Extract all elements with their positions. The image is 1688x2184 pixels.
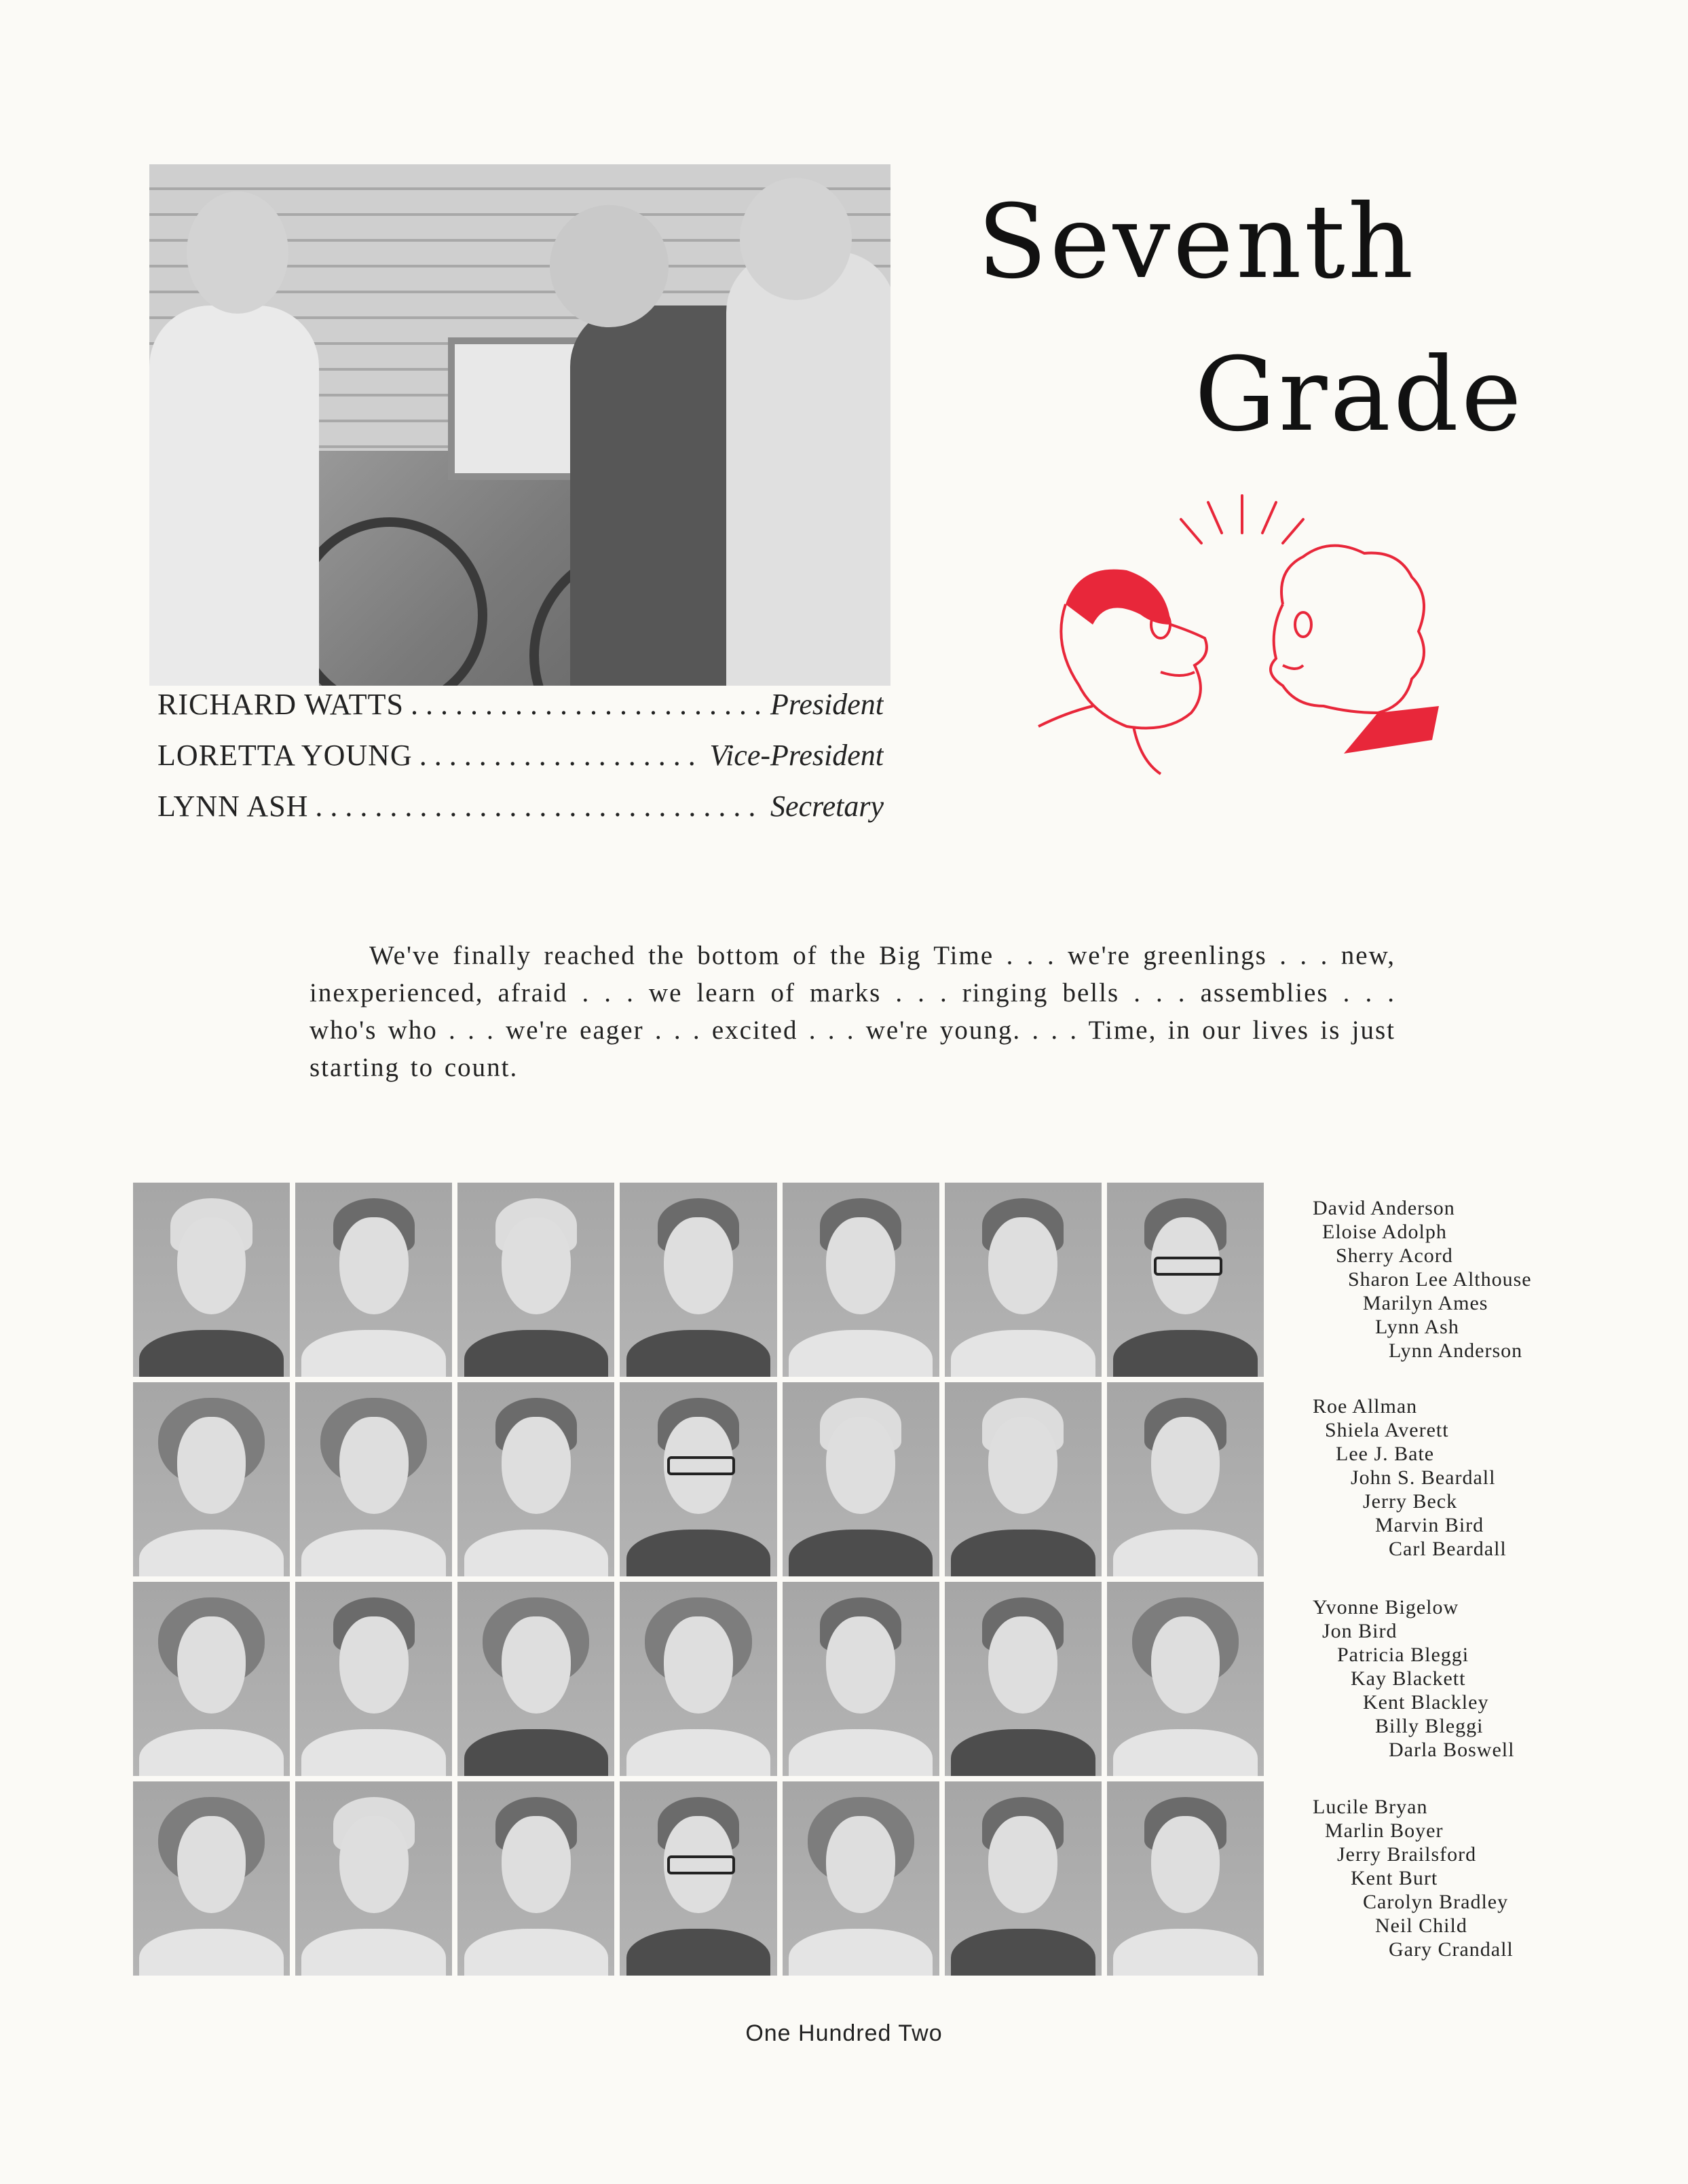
officer-figure-left [149,306,319,686]
student-name: Lynn Ash [1375,1316,1459,1338]
student-portrait [295,1781,452,1976]
student-portrait [457,1582,614,1776]
student-portrait [1107,1183,1264,1377]
student-portrait [133,1781,290,1976]
student-name: Sharon Lee Althouse [1348,1268,1532,1291]
student-name: Kent Burt [1351,1867,1438,1889]
officer-head-center [550,205,669,327]
student-portrait [945,1781,1102,1976]
officer-office: Secretary [770,790,884,823]
student-portrait [620,1781,776,1976]
student-name: Roe Allman [1313,1395,1418,1418]
officer-row [157,738,884,779]
officer-figure-right [726,251,890,686]
student-portrait [133,1183,290,1377]
student-name: Marilyn Ames [1363,1292,1488,1314]
student-name: Carolyn Bradley [1363,1891,1509,1913]
page-title-line2: Grade [1195,336,1524,454]
cartoon-boy-girl-illustration [1025,468,1459,808]
student-name: Marvin Bird [1375,1514,1484,1536]
officer-head-right [740,178,852,300]
officer-name: LYNN ASH [157,790,309,823]
intro-paragraph: We've finally reached the bottom of the Big Time . . . we're greenlings . . . new, inexperienced, afraid . . . we learn of marks . . . ringing bells . . . assemblies . . . who's who . . . we're eager . . . excited . . . we're young. . . . Time, in our lives is just starting to count. [310,941,1395,1082]
page-number: One Hundred Two [745,2020,943,2046]
student-portrait [457,1382,614,1576]
student-portrait [1107,1382,1264,1576]
student-name: Billy Bleggi [1375,1715,1484,1737]
student-name: John S. Beardall [1351,1466,1496,1489]
student-name: Gary Crandall [1389,1938,1514,1961]
officer-head-left [187,191,288,314]
officer-office: President [770,688,884,721]
student-portrait [133,1382,290,1576]
student-portrait [133,1582,290,1776]
dot-leader [411,687,764,722]
student-name: Kent Blackley [1363,1691,1489,1714]
officers-photo [149,164,890,686]
student-portrait [295,1382,452,1576]
student-name: Lucile Bryan [1313,1796,1428,1818]
student-name: Jon Bird [1322,1620,1398,1642]
student-portrait [1107,1781,1264,1976]
student-name: Sherry Acord [1336,1244,1453,1267]
dot-leader [419,738,703,773]
page-title-line1: Seventh [977,183,1417,301]
student-portrait [620,1582,776,1776]
student-name: Jerry Brailsford [1337,1843,1477,1866]
student-portrait [620,1382,776,1576]
dot-leader [315,789,764,823]
student-portrait [457,1781,614,1976]
student-portrait [783,1382,939,1576]
student-portrait [783,1582,939,1776]
bicycle-wheel [292,517,487,686]
class-portrait-grid [133,1183,1264,1976]
student-name: Kay Blackett [1351,1667,1466,1690]
student-portrait [295,1183,452,1377]
student-portrait [295,1582,452,1776]
student-name: Marlin Boyer [1325,1819,1444,1842]
student-portrait [945,1382,1102,1576]
student-name: Eloise Adolph [1322,1221,1447,1243]
student-name: Jerry Beck [1363,1490,1458,1513]
officer-name: RICHARD WATTS [157,688,405,721]
student-name: David Anderson [1313,1197,1455,1219]
name-list-row-4 [1313,1795,1666,1961]
student-name: Carl Beardall [1389,1538,1507,1560]
student-portrait [1107,1582,1264,1776]
name-list-row-3 [1313,1595,1666,1762]
student-portrait [945,1183,1102,1377]
student-name: Lee J. Bate [1336,1443,1435,1465]
officer-row [157,789,884,830]
student-portrait [945,1582,1102,1776]
student-name: Shiela Averett [1325,1419,1449,1441]
student-portrait [457,1183,614,1377]
student-portrait [783,1183,939,1377]
student-name: Yvonne Bigelow [1313,1596,1459,1618]
name-list-row-1 [1313,1196,1666,1363]
student-name: Lynn Anderson [1389,1339,1523,1362]
officer-name: LORETTA YOUNG [157,739,413,772]
student-name: Darla Boswell [1389,1739,1515,1761]
officer-office: Vice-President [709,739,884,772]
name-list-row-2 [1313,1394,1666,1561]
student-portrait [620,1183,776,1377]
student-name: Patricia Bleggi [1337,1644,1469,1666]
officer-row [157,687,884,728]
student-name: Neil Child [1375,1914,1467,1937]
student-portrait [783,1781,939,1976]
